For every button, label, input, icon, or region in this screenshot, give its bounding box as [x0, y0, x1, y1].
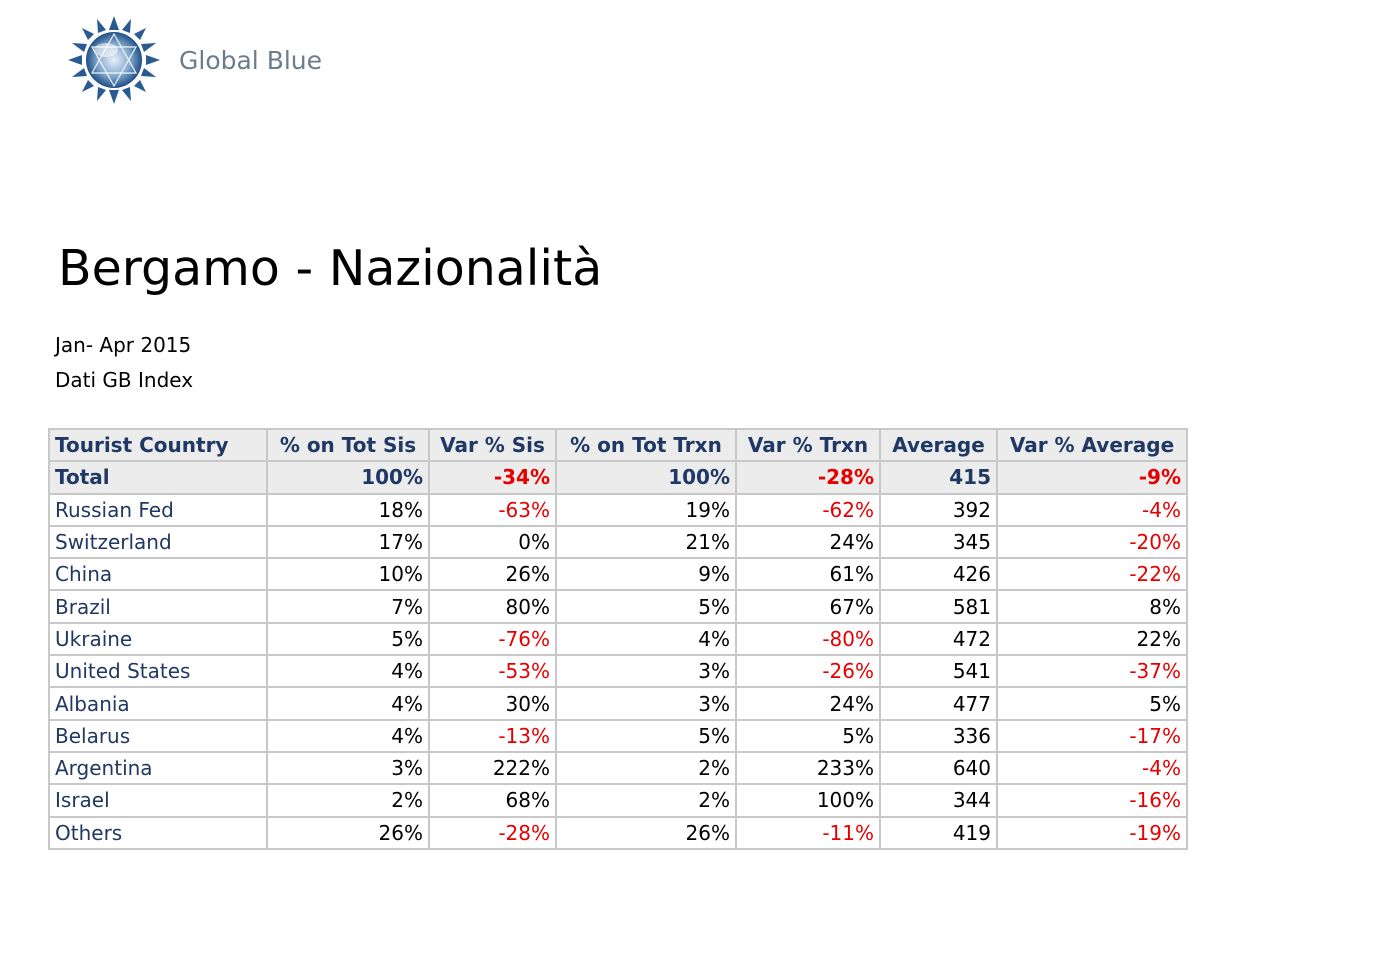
tot-trxn-cell: 19% — [556, 494, 736, 526]
average-cell: 541 — [880, 655, 997, 687]
column-header: Average — [880, 429, 997, 461]
var-sis-cell: -34% — [429, 461, 556, 493]
country-cell: Brazil — [49, 590, 267, 622]
country-cell: Argentina — [49, 752, 267, 784]
column-header: Var % Average — [997, 429, 1187, 461]
tot-sis-cell: 17% — [267, 526, 429, 558]
tot-trxn-cell: 5% — [556, 720, 736, 752]
var-trxn-cell: -11% — [736, 817, 880, 849]
tot-sis-cell: 3% — [267, 752, 429, 784]
tot-sis-cell: 7% — [267, 590, 429, 622]
country-cell: Switzerland — [49, 526, 267, 558]
var-trxn-cell: 67% — [736, 590, 880, 622]
period-label: Jan- Apr 2015 — [55, 333, 192, 357]
table-row — [49, 526, 1187, 558]
tot-sis-cell: 5% — [267, 623, 429, 655]
var-sis-cell: 80% — [429, 590, 556, 622]
average-cell: 426 — [880, 558, 997, 590]
var-sis-cell: 222% — [429, 752, 556, 784]
var-trxn-cell: 24% — [736, 687, 880, 719]
average-cell: 336 — [880, 720, 997, 752]
var-sis-cell: -28% — [429, 817, 556, 849]
star-burst-logo-icon — [62, 14, 167, 104]
var-average-cell: -4% — [997, 752, 1187, 784]
var-average-cell: -20% — [997, 526, 1187, 558]
var-average-cell: -9% — [997, 461, 1187, 493]
average-cell: 415 — [880, 461, 997, 493]
tot-trxn-cell: 3% — [556, 687, 736, 719]
table-row — [49, 655, 1187, 687]
tot-sis-cell: 4% — [267, 655, 429, 687]
tot-trxn-cell: 3% — [556, 655, 736, 687]
var-trxn-cell: -62% — [736, 494, 880, 526]
var-trxn-cell: -28% — [736, 461, 880, 493]
var-average-cell: -4% — [997, 494, 1187, 526]
average-cell: 472 — [880, 623, 997, 655]
table-row — [49, 720, 1187, 752]
country-cell: Belarus — [49, 720, 267, 752]
var-trxn-cell: -26% — [736, 655, 880, 687]
var-sis-cell: 68% — [429, 784, 556, 816]
tot-trxn-cell: 100% — [556, 461, 736, 493]
var-sis-cell: -53% — [429, 655, 556, 687]
var-sis-cell: -76% — [429, 623, 556, 655]
var-average-cell: 22% — [997, 623, 1187, 655]
tot-trxn-cell: 26% — [556, 817, 736, 849]
column-header: Tourist Country — [49, 429, 267, 461]
country-cell: United States — [49, 655, 267, 687]
table-row — [49, 494, 1187, 526]
average-cell: 392 — [880, 494, 997, 526]
column-header: % on Tot Sis — [267, 429, 429, 461]
var-sis-cell: 0% — [429, 526, 556, 558]
var-average-cell: 5% — [997, 687, 1187, 719]
logo-text: Global Blue — [179, 46, 323, 75]
table-row — [49, 590, 1187, 622]
table-row — [49, 623, 1187, 655]
var-trxn-cell: 5% — [736, 720, 880, 752]
global-blue-logo — [62, 14, 332, 104]
country-cell: Israel — [49, 784, 267, 816]
tot-sis-cell: 18% — [267, 494, 429, 526]
var-sis-cell: 26% — [429, 558, 556, 590]
var-average-cell: -22% — [997, 558, 1187, 590]
average-cell: 477 — [880, 687, 997, 719]
nationality-table — [48, 428, 1188, 850]
var-average-cell: -37% — [997, 655, 1187, 687]
var-average-cell: 8% — [997, 590, 1187, 622]
total-row — [49, 461, 1187, 493]
table-row — [49, 784, 1187, 816]
var-trxn-cell: 100% — [736, 784, 880, 816]
country-cell: China — [49, 558, 267, 590]
column-header: Var % Sis — [429, 429, 556, 461]
tot-trxn-cell: 4% — [556, 623, 736, 655]
average-cell: 581 — [880, 590, 997, 622]
country-cell: Albania — [49, 687, 267, 719]
var-sis-cell: -13% — [429, 720, 556, 752]
var-trxn-cell: 24% — [736, 526, 880, 558]
var-average-cell: -19% — [997, 817, 1187, 849]
country-cell: Russian Fed — [49, 494, 267, 526]
country-cell: Total — [49, 461, 267, 493]
column-header: Var % Trxn — [736, 429, 880, 461]
table-row — [49, 817, 1187, 849]
page-title: Bergamo - Nazionalità — [58, 240, 603, 297]
tot-trxn-cell: 5% — [556, 590, 736, 622]
tot-sis-cell: 26% — [267, 817, 429, 849]
table-row — [49, 558, 1187, 590]
average-cell: 345 — [880, 526, 997, 558]
tot-trxn-cell: 21% — [556, 526, 736, 558]
tot-sis-cell: 100% — [267, 461, 429, 493]
tot-sis-cell: 10% — [267, 558, 429, 590]
table-row — [49, 687, 1187, 719]
column-header: % on Tot Trxn — [556, 429, 736, 461]
average-cell: 419 — [880, 817, 997, 849]
average-cell: 640 — [880, 752, 997, 784]
tot-trxn-cell: 2% — [556, 752, 736, 784]
average-cell: 344 — [880, 784, 997, 816]
tot-sis-cell: 4% — [267, 720, 429, 752]
var-average-cell: -17% — [997, 720, 1187, 752]
source-label: Dati GB Index — [55, 368, 194, 392]
var-sis-cell: -63% — [429, 494, 556, 526]
country-cell: Others — [49, 817, 267, 849]
var-sis-cell: 30% — [429, 687, 556, 719]
table-header-row — [49, 429, 1187, 461]
tot-sis-cell: 4% — [267, 687, 429, 719]
var-average-cell: -16% — [997, 784, 1187, 816]
var-trxn-cell: 233% — [736, 752, 880, 784]
var-trxn-cell: -80% — [736, 623, 880, 655]
var-trxn-cell: 61% — [736, 558, 880, 590]
country-cell: Ukraine — [49, 623, 267, 655]
tot-trxn-cell: 2% — [556, 784, 736, 816]
tot-trxn-cell: 9% — [556, 558, 736, 590]
tot-sis-cell: 2% — [267, 784, 429, 816]
table-row — [49, 752, 1187, 784]
